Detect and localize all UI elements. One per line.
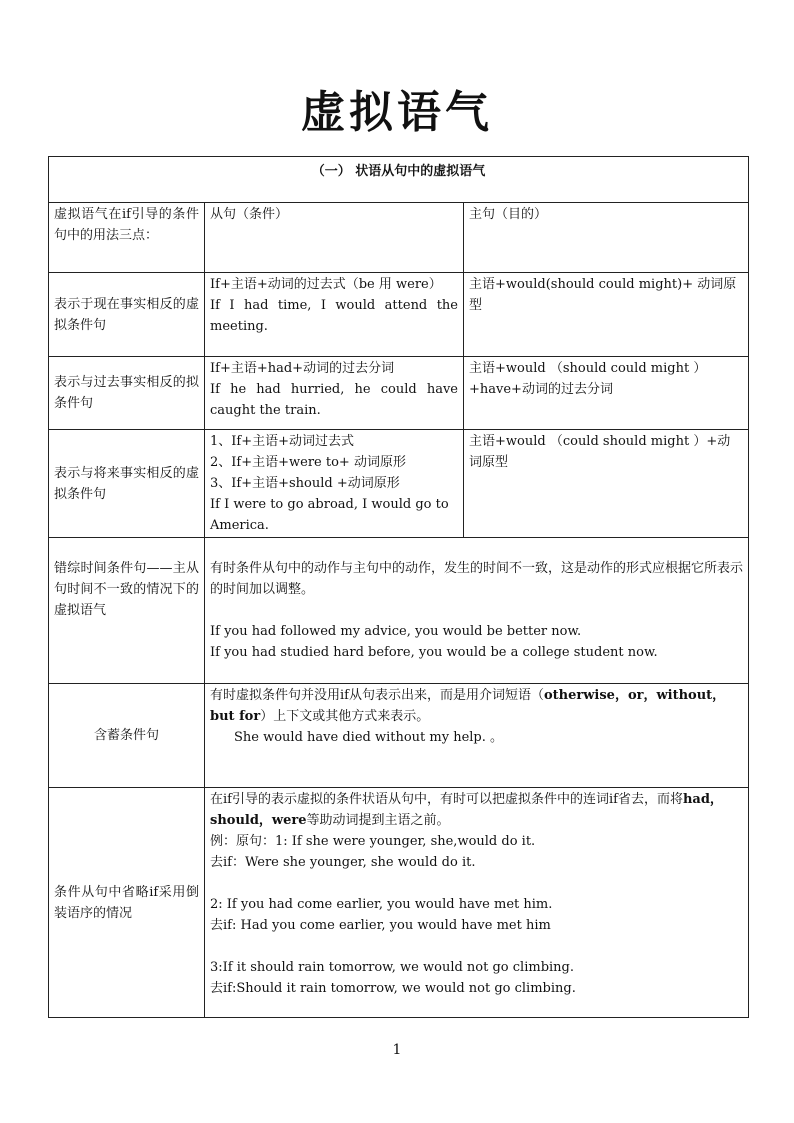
row-label: 表示与将来事实相反的虚拟条件句 (49, 430, 205, 538)
implicit-cell (205, 684, 749, 788)
clause-cell (205, 430, 464, 538)
example-line: She would have died without my help. 。 (234, 730, 504, 745)
row-label: 条件从句中省略if采用倒装语序的情况 (49, 788, 205, 1018)
omit-text: 在if引导的表示虚拟的条件状语从句中，有时可以把虚拟条件中的连词if省去，而将 (210, 792, 683, 807)
row-label: 含蓄条件句 (49, 684, 205, 788)
main-line: 主语+would （should could might ）+have+动词的过去分词 (469, 361, 707, 397)
example-line: 例：原句：1: If she were younger, she,would do it. (210, 834, 536, 849)
clause-line: 2、If+主语+were to+ 动词原形 (210, 455, 406, 470)
implicit-text: 有时虚拟条件句并没用if从句表示出来，而是用介词短语（ (210, 688, 544, 703)
main-cell (464, 430, 749, 538)
clause-line: If+主语+had+动词的过去分词 (210, 361, 395, 376)
section-header-row (49, 157, 749, 203)
clause-line: If he had hurried, he could have caught the train. (210, 382, 458, 418)
mixed-intro: 有时条件从句中的动作与主句中的动作，发生的时间不一致，这是动作的形式应根据它所表示的时间加以调整。 (210, 561, 744, 597)
implicit-intro (210, 685, 743, 727)
omit-cell (205, 788, 749, 1018)
table-row (49, 538, 749, 684)
main-line: 主语+would （could should might ）+动词原型 (469, 434, 731, 470)
section-header: （一） 状语从句中的虚拟语气 (49, 157, 749, 203)
clause-line: If I were to go abroad, I would go to America. (210, 497, 449, 533)
main-cell (464, 203, 749, 273)
table-row (49, 357, 749, 430)
document-title: 虚拟语气 (301, 87, 493, 138)
example-line: If you had followed my advice, you would be better now. (210, 624, 582, 639)
example-line: 3:If it should rain tomorrow, we would not go climbing. (210, 960, 574, 975)
clause-line: If+主语+动词的过去式（be 用 were） (210, 277, 442, 292)
omit-intro (210, 789, 743, 831)
clause-cell (205, 357, 464, 430)
example-line: 去if: Had you come earlier, you would have met him (210, 918, 551, 933)
page-number: 1 (392, 1042, 402, 1058)
example-line: 去if：Were she younger, she would do it. (210, 855, 476, 870)
clause-line: If I had time, I would attend the meeting. (210, 298, 458, 334)
grammar-table (48, 156, 749, 1018)
omit-text: 等助动词提到主语之前。 (306, 813, 450, 828)
row-label: 表示与过去事实相反的拟条件句 (49, 357, 205, 430)
row-label: 错综时间条件句——主从句时间不一致的情况下的虚拟语气 (49, 538, 205, 684)
example-line: If you had studied hard before, you would be a college student now. (210, 645, 658, 660)
mixed-cell (205, 538, 749, 684)
table-row (49, 273, 749, 357)
main-line: 主语+would(should could might)+ 动词原型 (469, 277, 737, 313)
table-row (49, 788, 749, 1018)
clause-cell (205, 203, 464, 273)
clause-line: 3、If+主语+should +动词原形 (210, 476, 400, 491)
example-line: 2: If you had come earlier, you would have met him. (210, 897, 553, 912)
implicit-text: ）上下文或其他方式来表示。 (260, 709, 430, 724)
clause-cell (205, 273, 464, 357)
table-row (49, 684, 749, 788)
clause-line: 1、If+主语+动词过去式 (210, 434, 355, 449)
main-cell (464, 357, 749, 430)
table-row (49, 203, 749, 273)
example-line: 去if:Should it rain tomorrow, we would not go climbing. (210, 981, 576, 996)
implicit-keywords: otherwise，or，without，but for (210, 688, 726, 724)
main-line: 主句（目的） (469, 207, 548, 222)
omit-keywords: had，should，were (210, 792, 723, 828)
row-label: 表示于现在事实相反的虚拟条件句 (49, 273, 205, 357)
main-cell (464, 273, 749, 357)
clause-line: 从句（条件） (210, 207, 289, 222)
table-row (49, 430, 749, 538)
row-label: 虚拟语气在if引导的条件句中的用法三点： (49, 203, 205, 273)
